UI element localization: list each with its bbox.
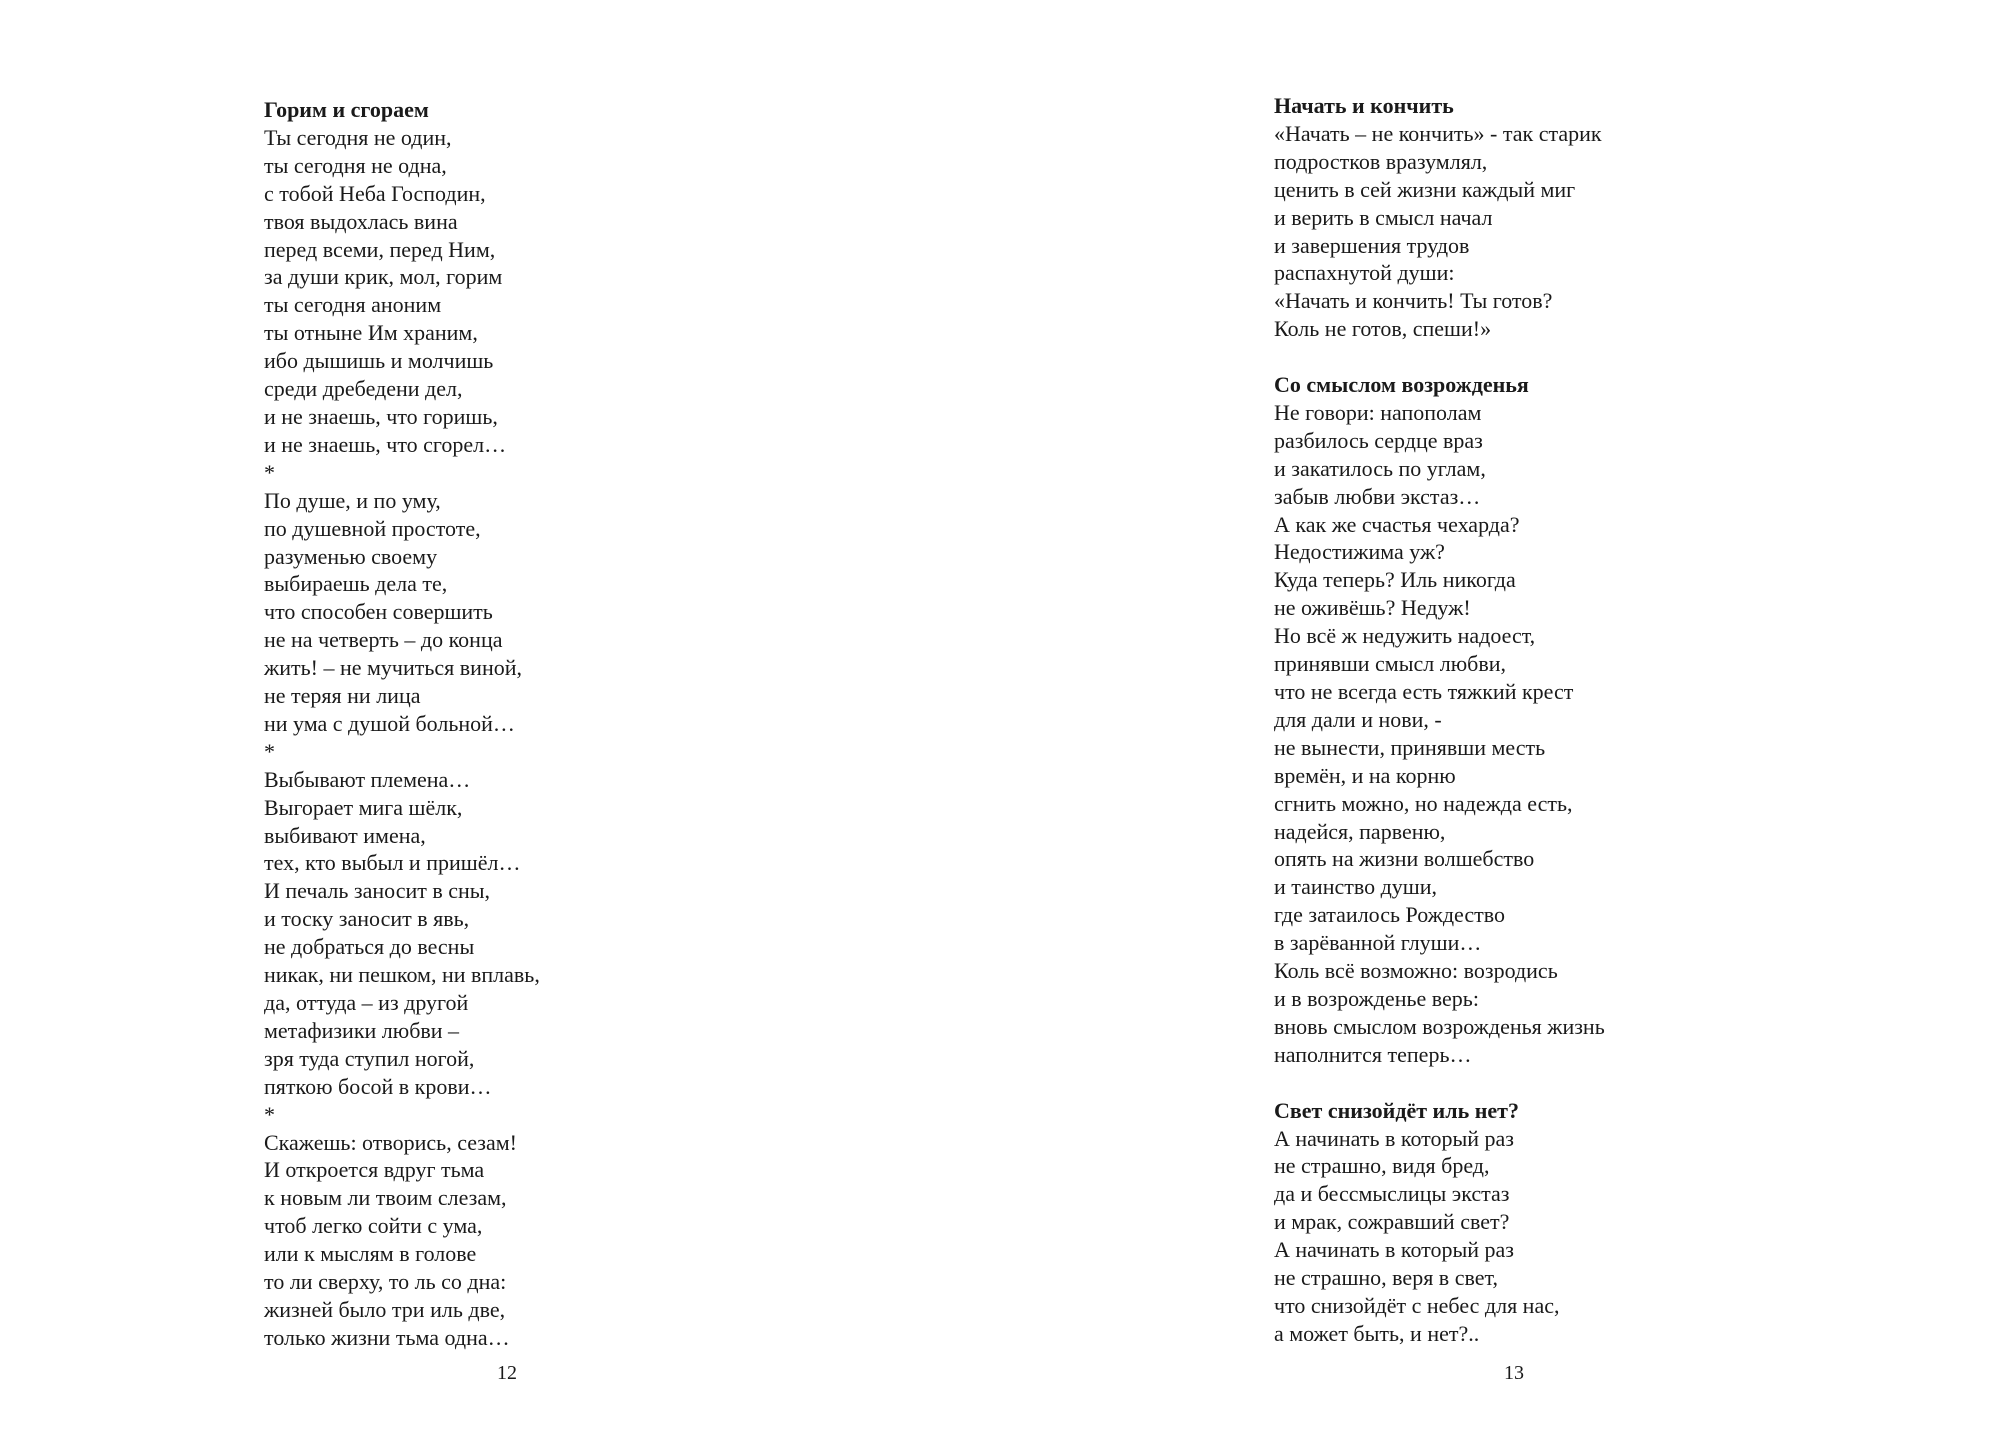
poem-line: с тобой Неба Господин,: [264, 180, 486, 206]
poem-line: и мрак, сожравший свет?: [1274, 1209, 1510, 1235]
poem-line: Недостижима уж?: [1274, 539, 1445, 565]
poem-line: и не знаешь, что горишь,: [264, 403, 498, 429]
poem-line: жить! – не мучиться виной,: [264, 655, 522, 681]
poem-line: что снизойдёт с небес для нас,: [1274, 1292, 1560, 1318]
poem-line: пяткою босой в крови…: [264, 1073, 492, 1099]
poem-line: опять на жизни волшебство: [1274, 846, 1535, 872]
poem-line: чтоб легко сойти с ума,: [264, 1213, 483, 1239]
poem-line: *: [264, 459, 275, 485]
poem-line: А начинать в который раз: [1274, 1125, 1515, 1151]
poem-line: А начинать в который раз: [1274, 1237, 1515, 1263]
poem-line: не добраться до весны: [264, 934, 475, 960]
page-number-left: 12: [497, 1362, 517, 1384]
poem-line: в зарёванной глуши…: [1274, 930, 1482, 956]
poem-line: выбивают имена,: [264, 822, 426, 848]
poem-line: принявши смысл любви,: [1274, 651, 1507, 677]
poem-line: что способен совершить: [264, 599, 493, 625]
poem-line: только жизни тьма одна…: [264, 1324, 510, 1350]
poem-line: Не говори: напополам: [1274, 399, 1482, 425]
poem-line: времён, и на корню: [1274, 762, 1456, 788]
poem-line: за души крик, мол, горим: [264, 264, 503, 290]
poem-line: *: [264, 738, 275, 764]
poem-line: Ты сегодня не один,: [264, 124, 452, 150]
poem-line: или к мыслям в голове: [264, 1241, 477, 1267]
poem-line: ты сегодня не одна,: [264, 152, 447, 178]
poem-line: не страшно, веря в свет,: [1274, 1265, 1498, 1291]
poem-line: где затаилось Рождество: [1274, 902, 1505, 928]
poem-line: И откроется вдруг тьма: [264, 1157, 485, 1183]
poem-line: никак, ни пешком, ни вплавь,: [264, 962, 540, 988]
poem-line: среди дребедени дел,: [264, 376, 463, 402]
poem-line: да и бессмыслицы экстаз: [1274, 1181, 1510, 1207]
poem-line: выбираешь дела те,: [264, 571, 448, 597]
poem-line: надейся, парвеню,: [1274, 818, 1446, 844]
poem-line: да, оттуда – из другой: [264, 990, 469, 1015]
poem-line: и не знаешь, что сгорел…: [264, 431, 507, 457]
poem-line: и завершения трудов: [1274, 232, 1470, 258]
poem-title: Со смыслом возрожденья: [1274, 372, 1529, 398]
poem-line: не вынести, принявши месть: [1274, 734, 1546, 760]
poem-line: Выбывают племена…: [264, 766, 471, 792]
poem-line: «Начать – не кончить» - так старик: [1274, 120, 1602, 146]
poem-line: ибо дышишь и молчишь: [264, 348, 494, 374]
poem-line: по душевной простоте,: [264, 515, 481, 541]
poem-line: забыв любви экстаз…: [1274, 483, 1481, 509]
poem-line: А как же счастья чехарда?: [1274, 511, 1520, 537]
poem-line: *: [264, 1101, 275, 1127]
poem-line: и в возрожденье верь:: [1274, 985, 1479, 1011]
poem-line: метафизики любви –: [264, 1017, 460, 1043]
poem-line: не на четверть – до конца: [264, 627, 503, 653]
poem-line: подростков вразумлял,: [1274, 148, 1488, 174]
right-page: [1000, 0, 2000, 1431]
poem-line: а может быть, и нет?..: [1274, 1320, 1480, 1346]
poem-title: Начать и кончить: [1274, 93, 1454, 118]
poem-line: и верить в смысл начал: [1274, 204, 1493, 230]
poem-line: По душе, и по уму,: [264, 487, 441, 513]
stanza-gap: [1274, 343, 1605, 371]
poem-line: разбилось сердце враз: [1274, 427, 1483, 453]
poem-line: ты отныне Им храним,: [264, 320, 478, 346]
poem-line: не оживёшь? Недуж!: [1274, 595, 1471, 621]
poem-line: тех, кто выбыл и пришёл…: [264, 850, 521, 876]
poem-line: не теряя ни лица: [264, 683, 421, 709]
poem-line: разуменью своему: [264, 543, 438, 569]
poem-line: распахнутой души:: [1274, 260, 1455, 286]
poem-line: Коль всё возможно: возродись: [1274, 958, 1558, 984]
poem-line: ни ума с душой больной…: [264, 710, 515, 736]
poem-line: И печаль заносит в сны,: [264, 878, 491, 904]
poem-line: зря туда ступил ногой,: [264, 1045, 475, 1071]
poem-line: Коль не готов, спеши!»: [1274, 316, 1492, 342]
poem-line: «Начать и кончить! Ты готов?: [1274, 288, 1553, 314]
poem-line: твоя выдохлась вина: [264, 208, 458, 234]
stanza-gap: [1274, 1069, 1605, 1097]
poem-title: Свет снизойдёт иль нет?: [1274, 1097, 1519, 1123]
poem-line: жизней было три иль две,: [264, 1296, 506, 1322]
poem-line: Куда теперь? Иль никогда: [1274, 567, 1516, 593]
poem-line: ты сегодня аноним: [264, 292, 442, 318]
poem-line: перед всеми, перед Ним,: [264, 236, 496, 262]
poem-line: ценить в сей жизни каждый миг: [1274, 176, 1576, 202]
poem-line: к новым ли твоим слезам,: [264, 1185, 507, 1211]
poem-line: что не всегда есть тяжкий крест: [1274, 679, 1574, 705]
poem-line: Скажешь: отворись, сезам!: [264, 1129, 517, 1155]
poem-title: Горим и сгораем: [264, 97, 429, 122]
poem-line: не страшно, видя бред,: [1274, 1153, 1490, 1179]
page-number-right: 13: [1504, 1362, 1524, 1384]
poem-line: сгнить можно, но надежда есть,: [1274, 790, 1573, 816]
poem-line: то ли сверху, то ль со дна:: [264, 1269, 507, 1295]
poem-line: и закатилось по углам,: [1274, 455, 1486, 481]
poem-column-right: [1274, 92, 1605, 1348]
poem-line: наполнится теперь…: [1274, 1041, 1472, 1067]
poem-line: Выгорает мига шёлк,: [264, 794, 463, 820]
poem-line: и тоску заносит в явь,: [264, 906, 470, 932]
poem-line: для дали и нови, -: [1274, 706, 1442, 732]
poem-line: Но всё ж недужить надоест,: [1274, 623, 1536, 649]
poem-column-left: [264, 96, 540, 1352]
poem-line: и таинство души,: [1274, 874, 1437, 900]
poem-line: вновь смыслом возрожденья жизнь: [1274, 1013, 1605, 1039]
